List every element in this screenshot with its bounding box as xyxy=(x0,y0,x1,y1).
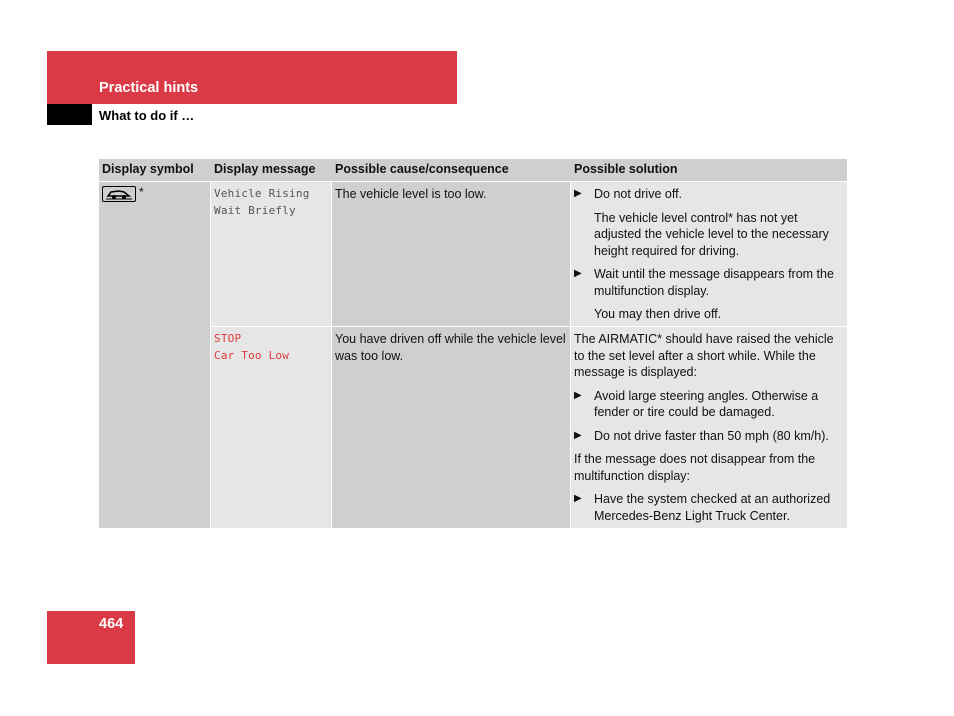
solution-bullet: ▶ Have the system checked at an authorized Mercedes-Benz Light Truck Center. xyxy=(574,492,831,523)
table-body xyxy=(99,182,847,528)
solution-bullet: ▶ Wait until the message disappears from the multifunction display. xyxy=(574,267,834,298)
solution-cell xyxy=(571,182,847,326)
cause-text: The vehicle level is too low. xyxy=(335,187,487,201)
solution-text: If the message does not disappear from the multifunction display: xyxy=(574,452,816,483)
bullet-arrow-icon: ▶ xyxy=(574,268,582,279)
solution-cell xyxy=(571,327,847,528)
display-message-cell xyxy=(211,327,332,528)
table-row xyxy=(211,327,847,528)
display-symbol-cell xyxy=(99,182,211,528)
cause-cell xyxy=(332,327,571,528)
bullet-arrow-icon: ▶ xyxy=(574,429,582,441)
bullet-arrow-icon: ▶ xyxy=(574,389,582,401)
display-message-table xyxy=(99,159,847,528)
cause-cell xyxy=(332,182,571,326)
solution-text: The vehicle level control* has not yet adjusted the vehicle level to the necessary height required for driving. xyxy=(594,210,829,258)
solution-bullet: ▶ Do not drive off. xyxy=(574,187,683,201)
symbol-asterisk: * xyxy=(139,185,144,199)
message-line: Vehicle Rising xyxy=(214,187,310,200)
vehicle-level-icon xyxy=(102,186,136,202)
header-display-message: Display message xyxy=(214,162,316,176)
page-number: 464 xyxy=(99,616,124,632)
table-header-row xyxy=(99,159,847,182)
solution-bullet: ▶ Do not drive faster than 50 mph (80 km/h). xyxy=(574,428,829,443)
subsection-title: What to do if … xyxy=(99,108,195,123)
bullet-arrow-icon: ▶ xyxy=(574,188,582,199)
header-possible-cause: Possible cause/consequence xyxy=(335,162,509,176)
header-band xyxy=(47,51,457,104)
header-possible-solution: Possible solution xyxy=(574,162,678,176)
bullet-arrow-icon: ▶ xyxy=(574,493,582,504)
display-message-cell xyxy=(211,182,332,326)
solution-bullet: ▶ Avoid large steering angles. Otherwise a fender or tire could be damaged. xyxy=(574,388,819,419)
solution-text: The AIRMATIC* should have raised the vehicle to the set level after a short while. While the message is displayed: xyxy=(574,332,834,379)
message-line: Car Too Low xyxy=(214,348,290,362)
cause-text: You have driven off while the vehicle level was too low. xyxy=(335,332,566,363)
section-tab-marker xyxy=(47,104,92,125)
solution-text: You may then drive off. xyxy=(594,307,722,321)
table-row xyxy=(211,182,847,327)
header-display-symbol: Display symbol xyxy=(102,162,194,176)
message-line: STOP xyxy=(214,332,242,345)
message-line: Wait Briefly xyxy=(214,203,296,217)
section-title: Practical hints xyxy=(99,80,199,96)
